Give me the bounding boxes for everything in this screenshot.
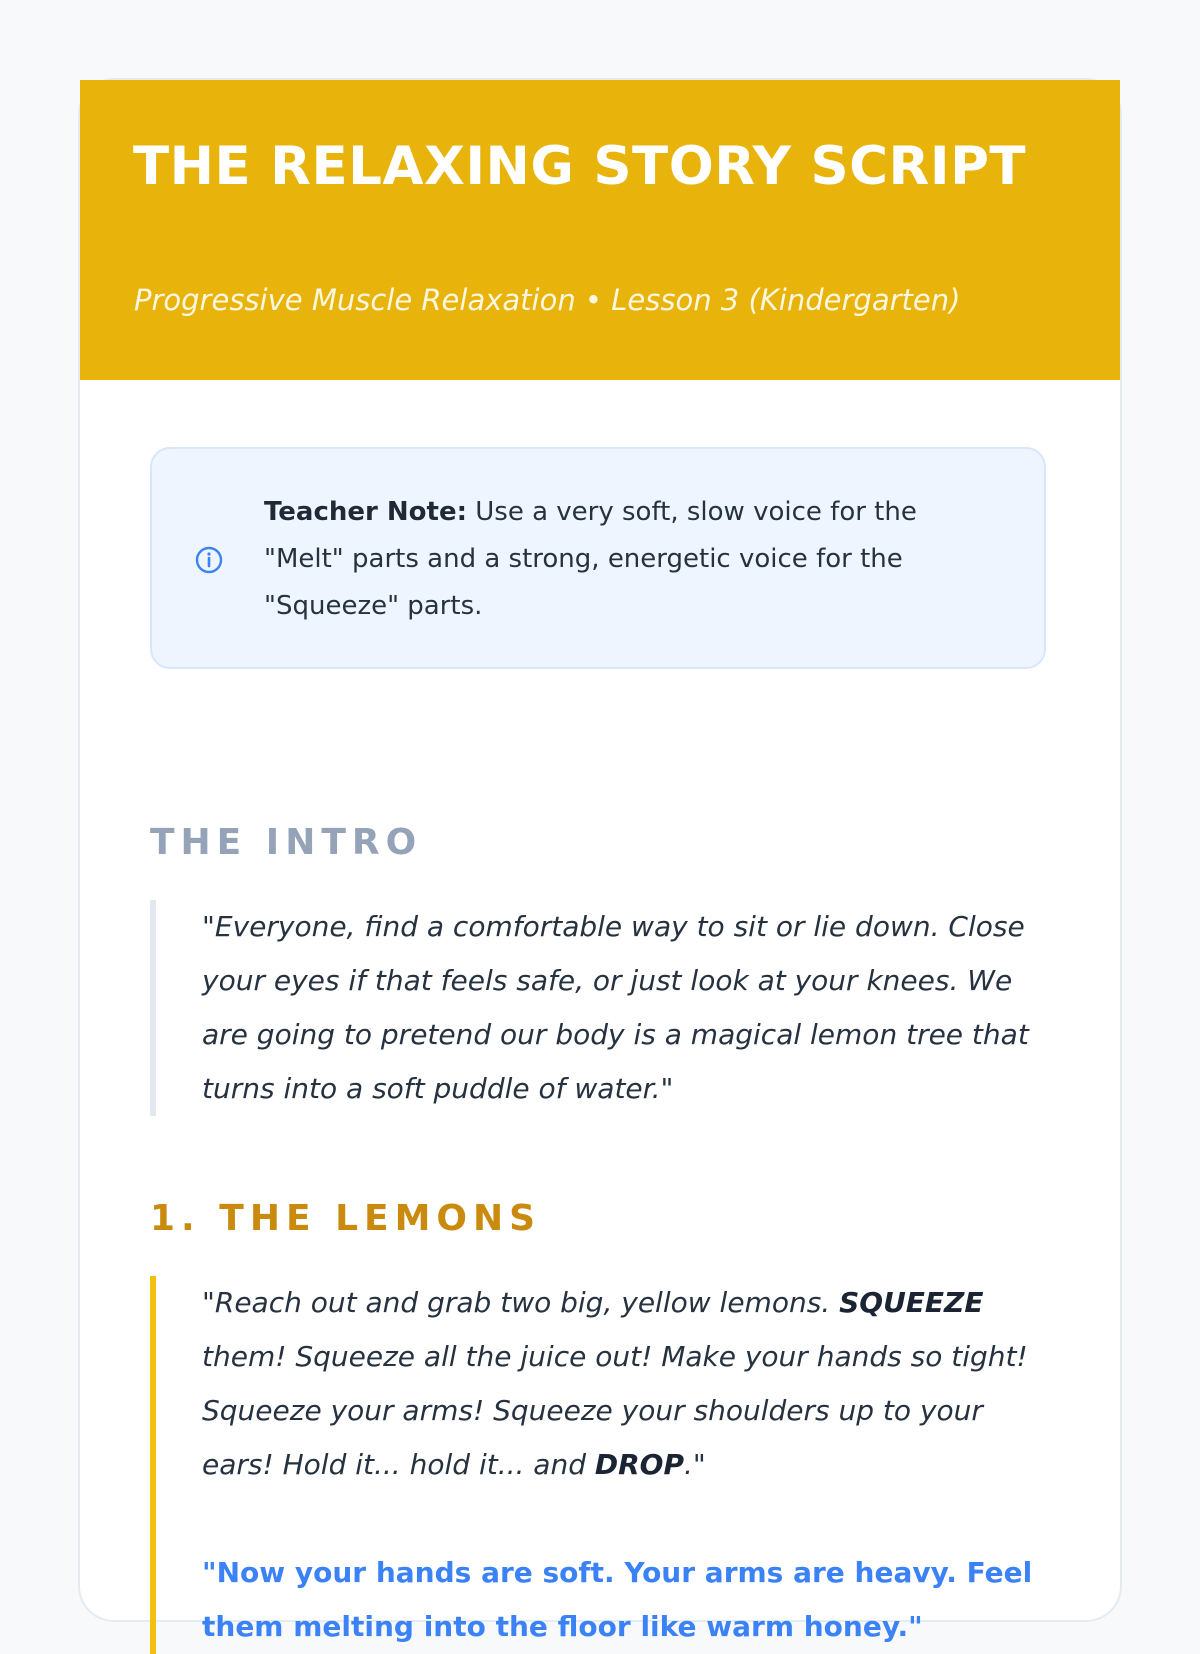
drop-emphasis: DROP xyxy=(594,1448,685,1481)
teacher-note-label: Teacher Note: xyxy=(264,497,467,527)
melt-instruction: "Now your hands are soft. Your arms are heavy. Feel them melting into the floor like warm honey." xyxy=(202,1556,1033,1643)
page-subtitle: Progressive Muscle Relaxation • Lesson 3 (Kindergarten) xyxy=(134,283,961,317)
lemons-quote-part1: "Reach out and grab two big, yellow lemons. xyxy=(202,1286,840,1319)
intro-quote: "Everyone, find a comfortable way to sit or lie down. Close your eyes if that feels safe, or just look at your knees. We are going to pretend our body is a magical lemon tree that turns into a soft puddle of water." xyxy=(150,900,1050,1116)
script-card xyxy=(80,80,1120,1643)
section-title-intro: THE INTRO xyxy=(150,822,423,863)
info-icon xyxy=(194,545,224,575)
lemons-quote xyxy=(150,1276,1050,1654)
teacher-note-body: Use a very soft, slow voice for the "Melt" parts and a strong, energetic voice for the "Squeeze" parts. xyxy=(264,497,917,621)
lemons-quote-part2: them! Squeeze all the juice out! Make your hands so tight! Squeeze your arms! Squeeze your shoulders up to your ears! Hold it... hold it... and xyxy=(202,1340,1028,1481)
lemons-quote-part3: ." xyxy=(684,1448,706,1481)
teacher-note-text xyxy=(264,489,944,630)
squeeze-emphasis: SQUEEZE xyxy=(839,1286,984,1319)
page-title: THE RELAXING STORY SCRIPT xyxy=(133,136,1027,197)
teacher-note-box xyxy=(150,447,1046,669)
section-title-lemons: 1. THE LEMONS xyxy=(150,1198,542,1239)
header-banner xyxy=(80,80,1120,380)
